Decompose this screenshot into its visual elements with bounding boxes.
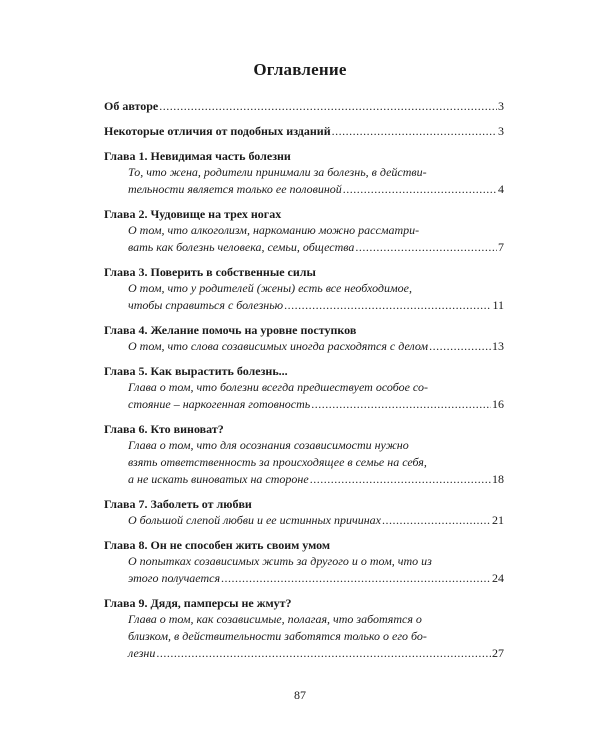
toc-page-number: 27	[492, 646, 504, 660]
chapter-heading: Глава 3. Поверить в собственные силы	[104, 265, 316, 279]
dot-leader	[311, 396, 491, 413]
chapter-description-line: чтобы справиться с болезнью	[128, 298, 284, 312]
chapter-heading: Глава 5. Как вырастить болезнь...	[104, 364, 288, 378]
chapter-description-line: тельности является только ее половиной	[128, 182, 342, 196]
chapter-heading: Глава 7. Заболеть от любви	[104, 497, 252, 511]
toc-page-number: 3	[498, 124, 504, 138]
toc-entry-about[interactable]	[104, 98, 504, 114]
toc-entry-chapter-2[interactable]	[104, 206, 504, 256]
toc-page-number: 21	[492, 513, 504, 527]
chapter-heading: Глава 6. Кто виноват?	[104, 422, 224, 436]
chapter-heading: Глава 2. Чудовище на трех ногах	[104, 207, 282, 221]
toc-entry-chapter-6[interactable]	[104, 421, 504, 488]
toc-page-number: 16	[492, 397, 504, 411]
dot-leader	[221, 570, 491, 587]
dot-leader	[156, 645, 491, 662]
dot-leader	[310, 471, 491, 488]
chapter-description-line: О попытках созависимых жить за другого и о том, что из	[128, 554, 432, 568]
toc-entry-chapter-3[interactable]	[104, 264, 504, 314]
dot-leader	[332, 123, 497, 139]
dot-leader	[284, 297, 491, 314]
toc-entry-chapter-4[interactable]	[104, 322, 504, 355]
table-of-contents	[104, 98, 504, 662]
toc-entry-title: Некоторые отличия от подобных изданий	[104, 124, 331, 138]
dot-leader	[343, 181, 497, 198]
chapter-description-line: а не искать виноватых на стороне	[128, 472, 309, 486]
toc-entry-chapter-5[interactable]	[104, 363, 504, 413]
chapter-description-line: О том, что слова созависимых иногда расходятся с делом	[128, 339, 429, 353]
chapter-description-line: вать как болезнь человека, семьи, общества	[128, 240, 355, 254]
toc-entry-differences[interactable]	[104, 123, 504, 139]
chapter-description-line: этого получается	[128, 571, 221, 585]
chapter-description-line: Глава о том, что болезни всегда предшествует особое со-	[128, 380, 428, 394]
toc-page-number: 18	[492, 472, 504, 486]
chapter-description-line: стояние – наркогенная готовность	[128, 397, 311, 411]
chapter-description-line: О том, что алкоголизм, наркоманию можно рассматри-	[128, 223, 420, 237]
chapter-heading: Глава 9. Дядя, памперсы не жмут?	[104, 596, 292, 610]
chapter-heading: Глава 4. Желание помочь на уровне поступков	[104, 323, 357, 337]
chapter-description-line: взять ответственность за происходящее в семье на себя,	[128, 455, 427, 469]
toc-entry-chapter-9[interactable]	[104, 595, 504, 662]
dot-leader	[355, 239, 497, 256]
chapter-description-line: Глава о том, как созависимые, полагая, что заботятся о	[128, 612, 422, 626]
toc-page-number: 7	[498, 240, 504, 254]
page-title: Оглавление	[253, 60, 347, 79]
toc-entry-chapter-7[interactable]	[104, 496, 504, 529]
toc-page-number: 4	[498, 182, 504, 196]
toc-entry-chapter-8[interactable]	[104, 537, 504, 587]
chapter-description-line: близком, в действительности заботятся только о его бо-	[128, 629, 427, 643]
chapter-description-line: То, что жена, родители принимали за болезнь, в действи-	[128, 165, 427, 179]
chapter-description-line: О большой слепой любви и ее истинных причинах	[128, 513, 381, 527]
chapter-description-line: Глава о том, что для осознания созависимости нужно	[128, 438, 409, 452]
toc-page-number: 24	[492, 571, 504, 585]
toc-entry-title: Об авторе	[104, 99, 159, 113]
toc-page-number: 11	[492, 298, 504, 312]
chapter-heading: Глава 1. Невидимая часть болезни	[104, 149, 291, 163]
page-number: 87	[294, 688, 306, 702]
chapter-description-line: О том, что у родителей (жены) есть все необходимое,	[128, 281, 412, 295]
dot-leader	[429, 338, 491, 355]
toc-entry-chapter-1[interactable]	[104, 148, 504, 198]
chapter-description-line: лезни	[128, 646, 156, 660]
toc-page-number: 3	[498, 99, 504, 113]
toc-page-number: 13	[492, 339, 504, 353]
dot-leader	[382, 512, 491, 529]
chapter-heading: Глава 8. Он не способен жить своим умом	[104, 538, 331, 552]
dot-leader	[159, 98, 497, 114]
